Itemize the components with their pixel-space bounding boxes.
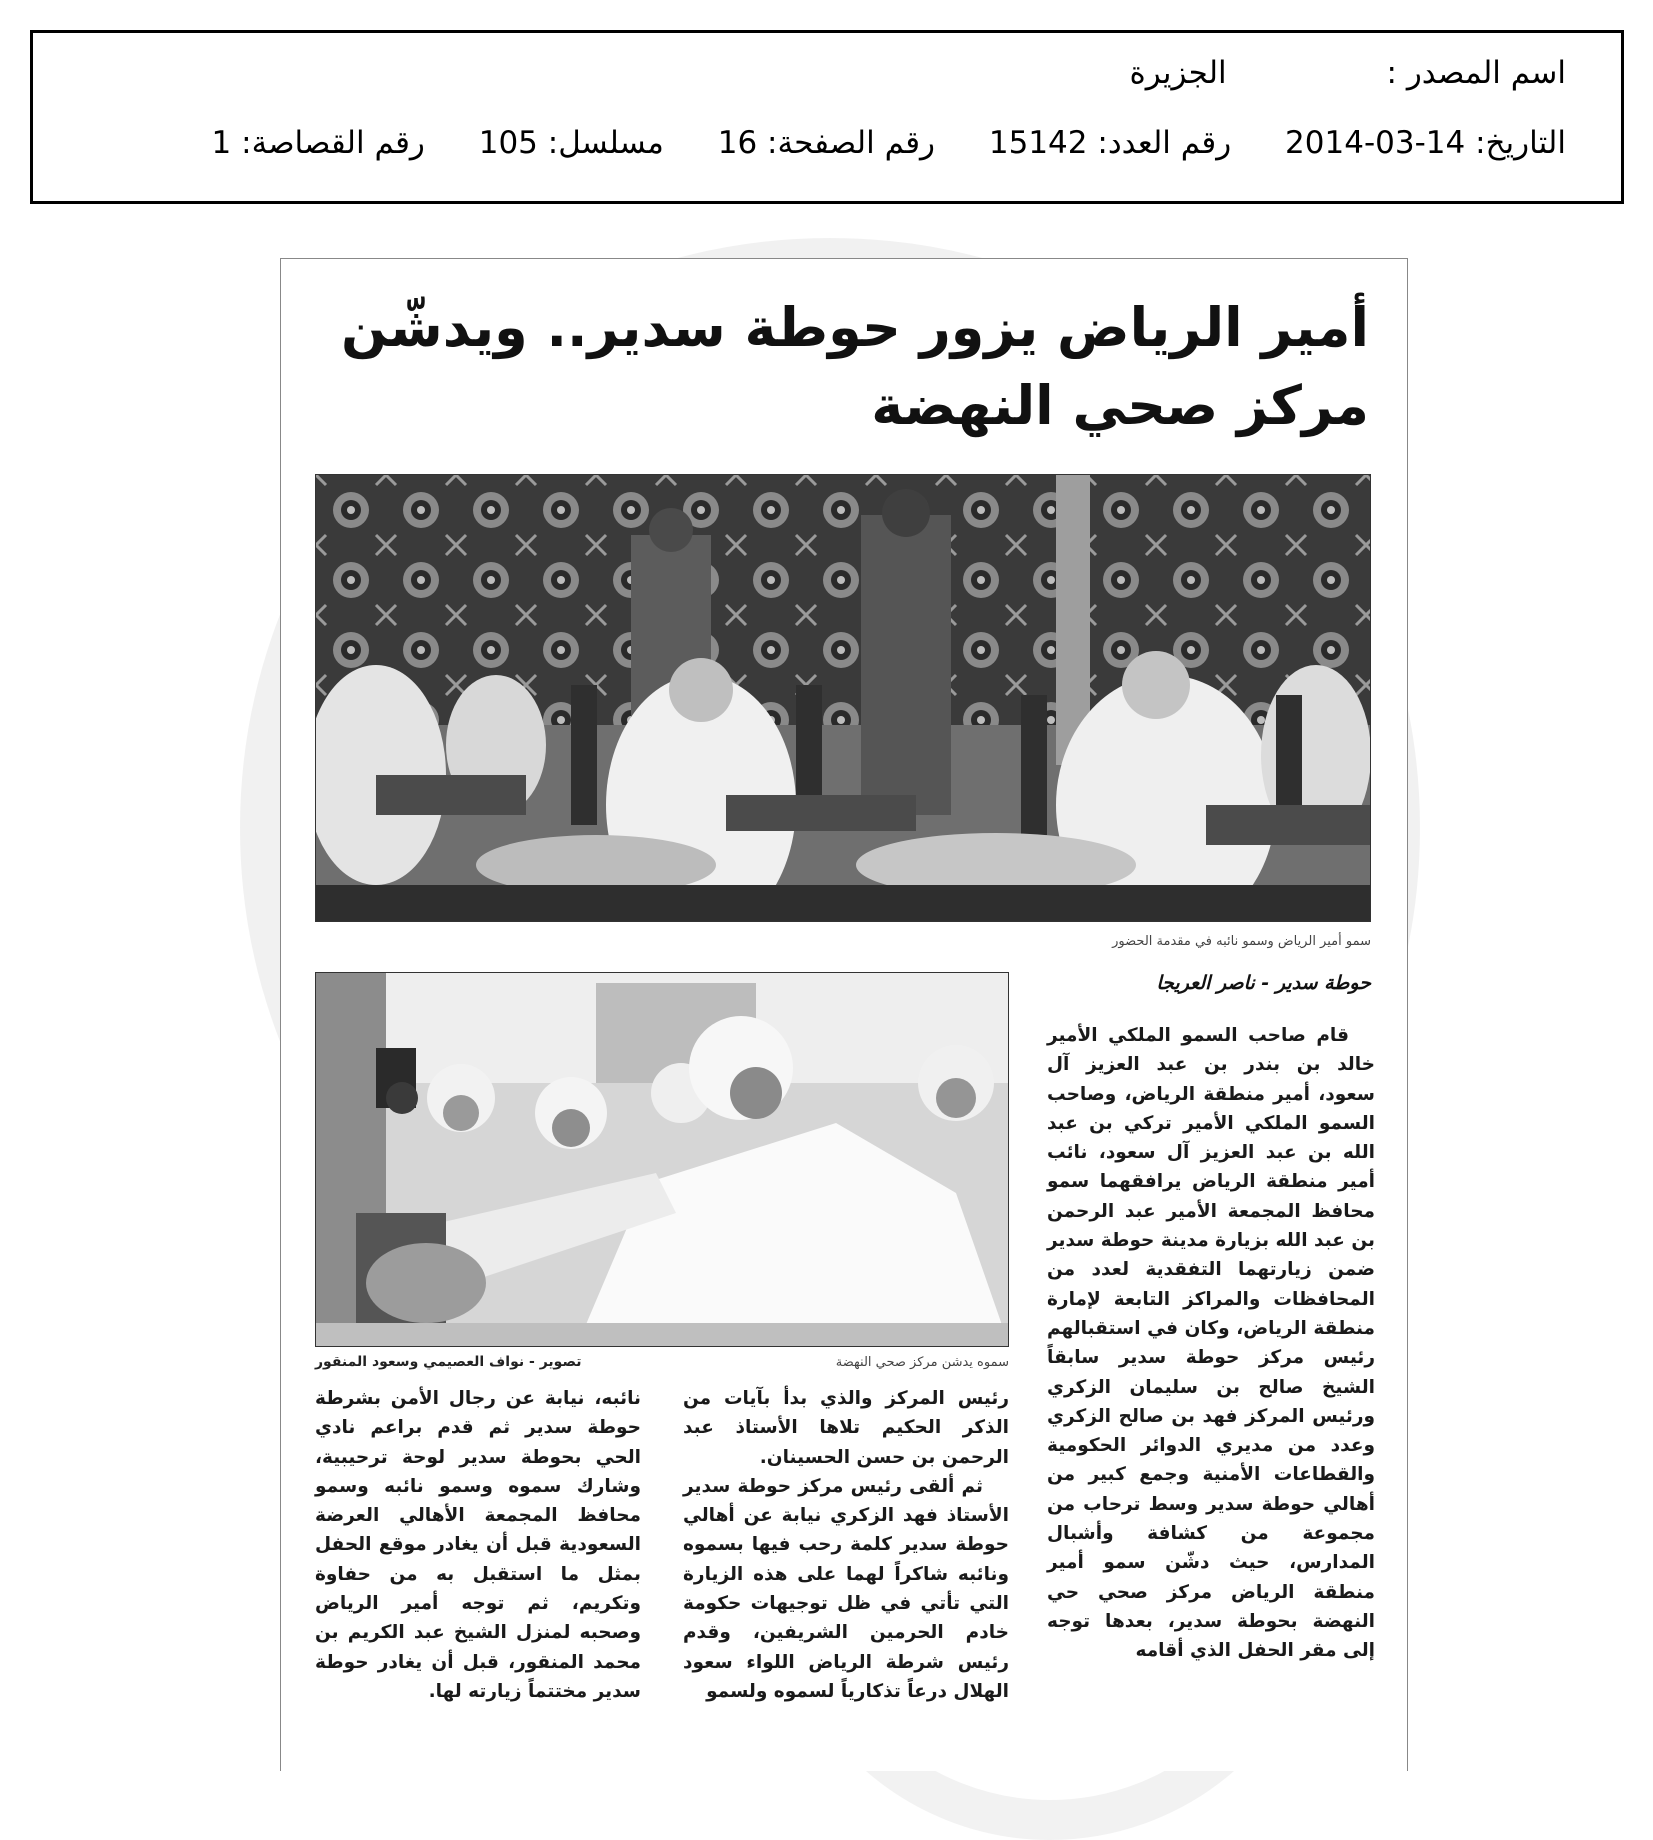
ceremony-photo <box>315 474 1371 922</box>
page-field <box>718 125 935 161</box>
ceremony-photo-caption: سمو أمير الرياض وسمو نائبه في مقدمة الحضور <box>1112 934 1371 949</box>
page-value: 16 <box>717 125 758 161</box>
article-paragraph: ثم ألقى رئيس مركز حوطة سدير الأستاذ فهد الزكري نيابة عن أهالي حوطة سدير كلمة رحب فيها بسموه ونائبه شاكراً لهما على هذه الزيارة التي تأتي في ظل توجيهات حكومة خادم الحرمين الشريفين، وقدم رئيس شرطة الرياض اللواء سعود الهلال درعاً تذكارياً لسموه ولسمو <box>683 1475 1009 1702</box>
article-paragraph: رئيس المركز والذي بدأ بآيات من الذكر الحكيم تلاها الأستاذ عبد الرحمن بن حسن الحسينان. <box>683 1388 1009 1468</box>
clip-value: 1 <box>211 125 232 161</box>
newspaper-clipping <box>280 258 1408 1771</box>
serial-label: مسلسل: <box>547 125 664 161</box>
source-row <box>1130 55 1567 91</box>
inauguration-photo-caption: سموه يدشن مركز صحي النهضة <box>835 1355 1009 1370</box>
article-byline: حوطة سدير - ناصر العريجا <box>1156 972 1371 994</box>
article-column-left <box>315 1384 641 1706</box>
source-value: الجزيرة <box>1129 55 1227 91</box>
headline-line-1: أمير الرياض يزور حوطة سدير.. ويدشّن <box>341 296 1369 359</box>
article-column-right <box>1047 1021 1375 1666</box>
source-label: اسم المصدر : <box>1386 55 1566 91</box>
inauguration-photo <box>315 972 1009 1347</box>
inauguration-photo-image <box>316 973 1009 1347</box>
issue-value: 15142 <box>988 125 1088 161</box>
serial-value: 105 <box>478 125 538 161</box>
source-info-box <box>30 30 1624 204</box>
article-headline <box>341 289 1369 445</box>
page-label: رقم الصفحة: <box>767 125 936 161</box>
details-row <box>168 125 1566 161</box>
date-field <box>1285 125 1566 161</box>
article-column-middle <box>683 1384 1009 1706</box>
date-label: التاريخ: <box>1475 125 1566 161</box>
article-paragraph: نائبه، نيابة عن رجال الأمن بشرطة حوطة سدير ثم قدم براعم نادي الحي بحوطة سدير لوحة ترحيبية، وشارك سموه وسمو نائبه وسمو محافظ المجمعة الأهالي العرضة السعودية قبل أن يغادر موقع الحفل بمثل ما استقبل به من حفاوة وتكريم، ثم توجه أمير الرياض وصحبه لمنزل الشيخ عبد الكريم بن محمد المنقور، قبل أن يغادر حوطة سدير مختتماً زيارته لها. <box>315 1388 641 1702</box>
date-value: 2014-03-14 <box>1285 125 1466 161</box>
photo-credit: تصوير - نواف العصيمي وسعود المنقور <box>315 1354 582 1370</box>
clip-label: رقم القصاصة: <box>241 125 425 161</box>
clip-field <box>212 125 425 161</box>
serial-field <box>479 125 664 161</box>
issue-label: رقم العدد: <box>1097 125 1232 161</box>
ceremony-photo-image <box>316 475 1371 922</box>
headline-line-2: مركز صحي النهضة <box>871 374 1369 437</box>
article-paragraph: قام صاحب السمو الملكي الأمير خالد بن بندر بن عبد العزيز آل سعود، أمير منطقة الرياض، وصاحب السمو الملكي الأمير تركي بن عبد الله بن عبد العزيز آل سعود، نائب أمير منطقة الرياض يرافقهما سمو محافظ المجمعة الأمير عبد الرحمن بن عبد الله بزيارة مدينة حوطة سدير ضمن زيارتهما التفقدية لعدد من المحافظات والمراكز التابعة لإمارة منطقة الرياض، وكان في استقبالهم رئيس مركز حوطة سدير سابقاً الشيخ صالح بن سليمان الزكري ورئيس المركز فهد بن صالح الزكري وعدد من مديري الدوائر الحكومية والقطاعات الأمنية وجمع كبير من أهالي حوطة سدير وسط ترحاب من مجموعة من كشافة وأشبال المدارس، حيث دشّن سمو أمير منطقة الرياض مركز صحي حي النهضة بحوطة سدير، بعدها توجه إلى مقر الحفل الذي أقامه <box>1047 1025 1375 1662</box>
issue-field <box>989 125 1231 161</box>
